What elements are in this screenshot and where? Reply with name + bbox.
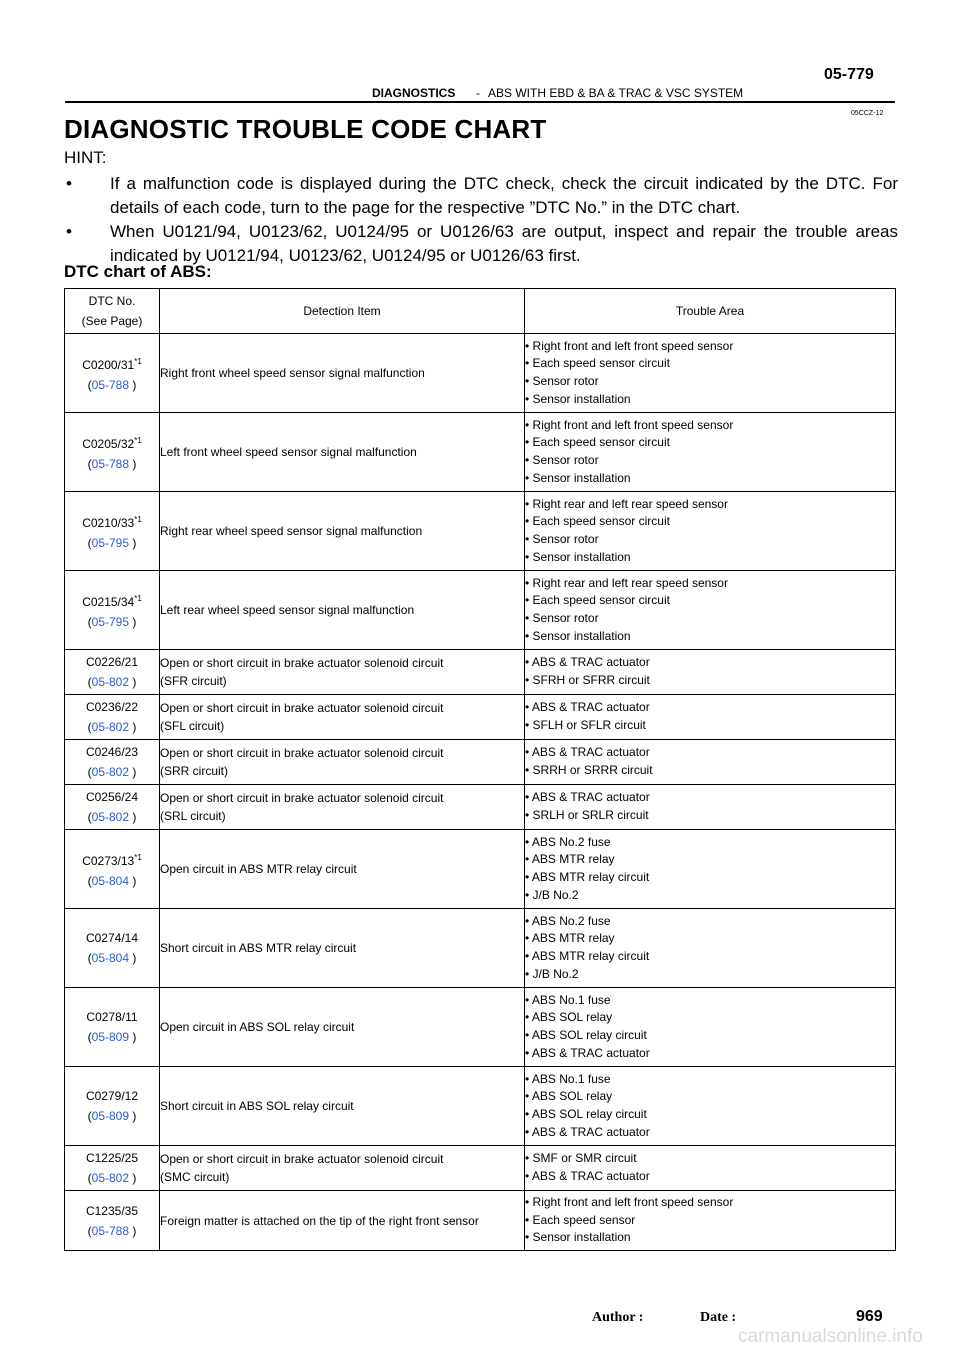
dtc-code-cell: C0246/23 (05-802 ) [65,740,160,785]
trouble-area-item: • ABS SOL relay circuit [525,1107,647,1121]
trouble-area-item: • Sensor rotor [525,374,599,388]
trouble-area-item: • ABS No.2 fuse [525,834,611,849]
trouble-area-item: • SRLH or SRLR circuit [525,808,649,822]
trouble-area-item: • ABS SOL relay [525,1089,613,1104]
dtc-code-cell: C0200/31$^{*1}$ (05-788 ) [65,334,160,413]
detection-text: (SRR circuit) [160,764,228,778]
detection-text: (SRL circuit) [160,809,226,823]
table-body [65,334,896,1251]
trouble-area-item: • Sensor rotor [525,611,599,625]
detection-item-cell [160,785,525,830]
table-row [65,785,896,830]
trouble-area-item: • Sensor installation [525,391,631,406]
trouble-area-item: • ABS No.1 fuse [525,1071,611,1086]
trouble-area-item: • Each speed sensor [525,1212,636,1227]
table-row [65,1067,896,1146]
dtc-footnote-mark: *1 [134,514,142,524]
hint-text: If a malfunction code is displayed during the DTC check, check the circuit indicated by the DTC. For details of each code, turn to the page for the respective ”DTC No.” in the DTC chart. [110,174,898,217]
detection-text: Short circuit in ABS MTR relay circuit [160,941,357,955]
trouble-area-item: • ABS MTR relay circuit [525,949,650,963]
detection-text: Left rear wheel speed sensor signal malfunction [160,603,415,617]
trouble-area-item: • ABS & TRAC actuator [525,1045,650,1060]
see-page-link[interactable]: 05-788 [91,456,130,471]
trouble-area-cell [525,650,896,695]
table-row [65,1146,896,1191]
trouble-area-cell [525,909,896,988]
dtc-code-cell: C0256/24 (05-802 ) [65,785,160,830]
dtc-code: C1225/25 [85,1151,139,1165]
dtc-code-cell: C0273/13$^{*1}$ (05-804 ) [65,830,160,909]
dtc-footnote-mark: *1 [134,356,142,366]
dtc-code: C0274/14 [85,931,139,945]
trouble-area-item: • ABS MTR relay circuit [525,870,650,884]
dtc-code: C0215/34 [82,594,135,609]
detection-text: Left front wheel speed sensor signal malfunction [160,445,417,459]
table-row [65,988,896,1067]
trouble-area-item: • ABS & TRAC actuator [525,700,650,715]
header-trouble: Trouble Area [525,289,896,334]
table-row [65,695,896,740]
trouble-area-cell [525,988,896,1067]
trouble-area-item: • ABS MTR relay [525,931,615,946]
dtc-code-cell: C1225/25 (05-802 ) [65,1146,160,1191]
dtc-code: C0210/33 [82,515,135,530]
dtc-table [64,288,896,1251]
table-row [65,413,896,492]
dtc-code-cell: C0205/32$^{*1}$ (05-788 ) [65,413,160,492]
detection-item-cell [160,740,525,785]
see-page-link[interactable]: 05-802 [91,765,130,779]
trouble-area-item: • Right front and left front speed sensor [525,338,734,353]
trouble-area-item: • ABS & TRAC actuator [525,790,650,805]
trouble-area-item: • ABS No.2 fuse [525,913,611,928]
trouble-area-item: • SFRH or SFRR circuit [525,673,650,687]
doc-code: 05CCZ-12 [851,110,884,117]
dtc-code: C0278/11 [86,1010,138,1024]
dtc-code: C1235/35 [85,1203,139,1218]
detection-text: Open or short circuit in brake actuator solenoid circuit [160,746,444,760]
trouble-area-cell [525,492,896,571]
trouble-area-item: • Sensor rotor [525,453,599,467]
trouble-area-item: • Each speed sensor circuit [525,356,670,371]
trouble-area-item: • Sensor installation [525,549,631,564]
see-page-link[interactable]: 05-788 [91,377,130,392]
dtc-footnote-mark: *1 [134,593,142,603]
detection-text: Open or short circuit in brake actuator solenoid circuit [160,1152,444,1166]
detection-item-cell [160,909,525,988]
dtc-code-cell: C0215/34$^{*1}$ (05-795 ) [65,571,160,650]
detection-item-cell [160,695,525,740]
dtc-code-cell: C0226/21 (05-802 ) [65,650,160,695]
hint-item [64,220,898,268]
see-page-link[interactable]: 05-802 [91,720,130,734]
dtc-code: C0200/31 [82,357,135,372]
detection-text: Right front wheel speed sensor signal malfunction [160,366,425,380]
trouble-area-item: • ABS & TRAC actuator [525,745,650,760]
header-dtc-line2: (See Page) [81,314,143,328]
footer-date: Date : [700,1310,737,1325]
detection-item-cell [160,988,525,1067]
detection-item-cell [160,650,525,695]
trouble-area-item: • Sensor installation [525,628,631,643]
dtc-footnote-mark: *1 [134,852,142,862]
detection-text: (SMC circuit) [160,1170,230,1184]
dtc-code: C0256/24 [85,790,139,804]
trouble-area-item: • ABS & TRAC actuator [525,655,650,670]
page-title: DIAGNOSTIC TROUBLE CODE CHART [64,114,547,144]
dtc-code-cell: C0236/22 (05-802 ) [65,695,160,740]
see-page-link[interactable]: 05-795 [91,614,130,629]
trouble-area-item: • Each speed sensor circuit [525,435,670,450]
see-page-link[interactable]: 05-804 [91,873,130,888]
trouble-area-item: • ABS & TRAC actuator [525,1124,650,1139]
dtc-code-cell: C1235/35 (05-788 ) [65,1191,160,1251]
detection-text: (SFR circuit) [160,674,227,688]
trouble-area-item: • Right front and left front speed sensor [525,1195,734,1210]
detection-text: Foreign matter is attached on the tip of the right front sensor [160,1213,479,1228]
bullet-icon: • [66,174,72,193]
header-page-number: 05-779 [824,66,874,83]
table-row [65,334,896,413]
trouble-area-item: • SRRH or SRRR circuit [525,763,653,777]
table-row [65,571,896,650]
detection-item-cell [160,413,525,492]
trouble-area-item: • ABS No.1 fuse [525,992,611,1007]
trouble-area-item: • Sensor rotor [525,532,599,546]
trouble-area-item: • Each speed sensor circuit [525,514,670,529]
table-row [65,909,896,988]
detection-item-cell [160,1191,525,1251]
trouble-area-cell [525,785,896,830]
trouble-area-cell [525,1191,896,1251]
detection-text: Open or short circuit in brake actuator solenoid circuit [160,656,444,670]
header-section: DIAGNOSTICS [372,86,456,100]
detection-item-cell [160,830,525,909]
trouble-area-cell [525,1146,896,1191]
dtc-code-cell: C0274/14 (05-804 ) [65,909,160,988]
trouble-area-item: • Right rear and left rear speed sensor [525,575,728,590]
dtc-code: C0273/13 [82,853,135,868]
header-rule [65,101,895,103]
see-page-link[interactable]: 05-788 [91,1223,130,1238]
bullet-icon: • [66,222,72,241]
hint-item [64,172,898,220]
detection-item-cell [160,1067,525,1146]
see-page-link[interactable]: 05-809 [91,1030,130,1044]
trouble-area-cell [525,695,896,740]
hint-list [64,172,898,268]
trouble-area-item: • ABS SOL relay circuit [525,1028,647,1042]
table-row [65,1191,896,1251]
see-page-link[interactable]: 05-809 [91,1109,130,1123]
trouble-area-item: • J/B No.2 [525,887,579,902]
trouble-area-cell [525,740,896,785]
table-header-row [65,289,896,334]
trouble-area-cell [525,1067,896,1146]
header-system: ABS WITH EBD & BA & TRAC & VSC SYSTEM [488,86,744,100]
table-row [65,830,896,909]
watermark: carmanualsonline.info [738,1326,923,1347]
table-row [65,492,896,571]
table-row [65,650,896,695]
dtc-code: C0226/21 [85,655,139,669]
trouble-area-item: • ABS & TRAC actuator [525,1169,650,1183]
trouble-area-item: • Right front and left front speed sensor [525,417,734,432]
hint-label: HINT: [64,148,107,167]
detection-item-cell [160,334,525,413]
detection-text: Open circuit in ABS MTR relay circuit [160,862,357,876]
detection-item-cell [160,1146,525,1191]
detection-text: Right rear wheel speed sensor signal malfunction [160,524,423,538]
trouble-area-cell [525,571,896,650]
dtc-footnote-mark: *1 [134,435,142,445]
chart-label: DTC chart of ABS: [64,262,212,281]
see-page-link[interactable]: 05-802 [91,675,130,689]
trouble-area-item: • Sensor installation [525,1230,631,1245]
see-page-link[interactable]: 05-795 [91,535,130,550]
trouble-area-item: • ABS MTR relay [525,852,615,867]
trouble-area-item: • Each speed sensor circuit [525,593,670,608]
trouble-area-item: • Right rear and left rear speed sensor [525,496,728,511]
dtc-code: C0236/22 [85,700,139,714]
see-page-link[interactable]: 05-802 [91,1171,130,1185]
detection-item-cell [160,492,525,571]
detection-item-cell [160,571,525,650]
trouble-area-item: • SMF or SMR circuit [525,1151,637,1166]
dtc-code: C0246/23 [85,745,139,759]
trouble-area-cell [525,413,896,492]
footer-page: 969 [856,1308,883,1325]
trouble-area-item: • SFLH or SFLR circuit [525,718,646,732]
detection-text: Open circuit in ABS SOL relay circuit [160,1020,355,1034]
trouble-area-item: • J/B No.2 [525,966,579,981]
header-detection: Detection Item [160,289,525,334]
footer-author: Author : [592,1310,644,1325]
dtc-code-cell: C0279/12 (05-809 ) [65,1067,160,1146]
see-page-link[interactable]: 05-802 [91,810,130,824]
table-row [65,740,896,785]
dtc-code-cell: C0210/33$^{*1}$ (05-795 ) [65,492,160,571]
detection-text: (SFL circuit) [160,719,225,733]
header-dtc-line1: DTC No. [88,294,136,308]
detection-text: Short circuit in ABS SOL relay circuit [160,1099,354,1113]
header-dtc-no [65,289,160,334]
header-dash: - [476,86,480,100]
dtc-code-cell: C0278/11 (05-809 ) [65,988,160,1067]
detection-text: Open or short circuit in brake actuator solenoid circuit [160,701,444,715]
trouble-area-cell [525,830,896,909]
see-page-link[interactable]: 05-804 [91,951,130,965]
dtc-code: C0279/12 [85,1089,139,1103]
detection-text: Open or short circuit in brake actuator solenoid circuit [160,791,444,805]
trouble-area-item: • ABS SOL relay [525,1010,613,1025]
hint-text: When U0121/94, U0123/62, U0124/95 or U0126/63 are output, inspect and repair the trouble areas indicated by U0121/94, U0123/62, U0124/95 or U0126/63 first. [110,222,898,265]
trouble-area-item: • Sensor installation [525,470,631,485]
dtc-code: C0205/32 [82,436,135,451]
trouble-area-cell [525,334,896,413]
